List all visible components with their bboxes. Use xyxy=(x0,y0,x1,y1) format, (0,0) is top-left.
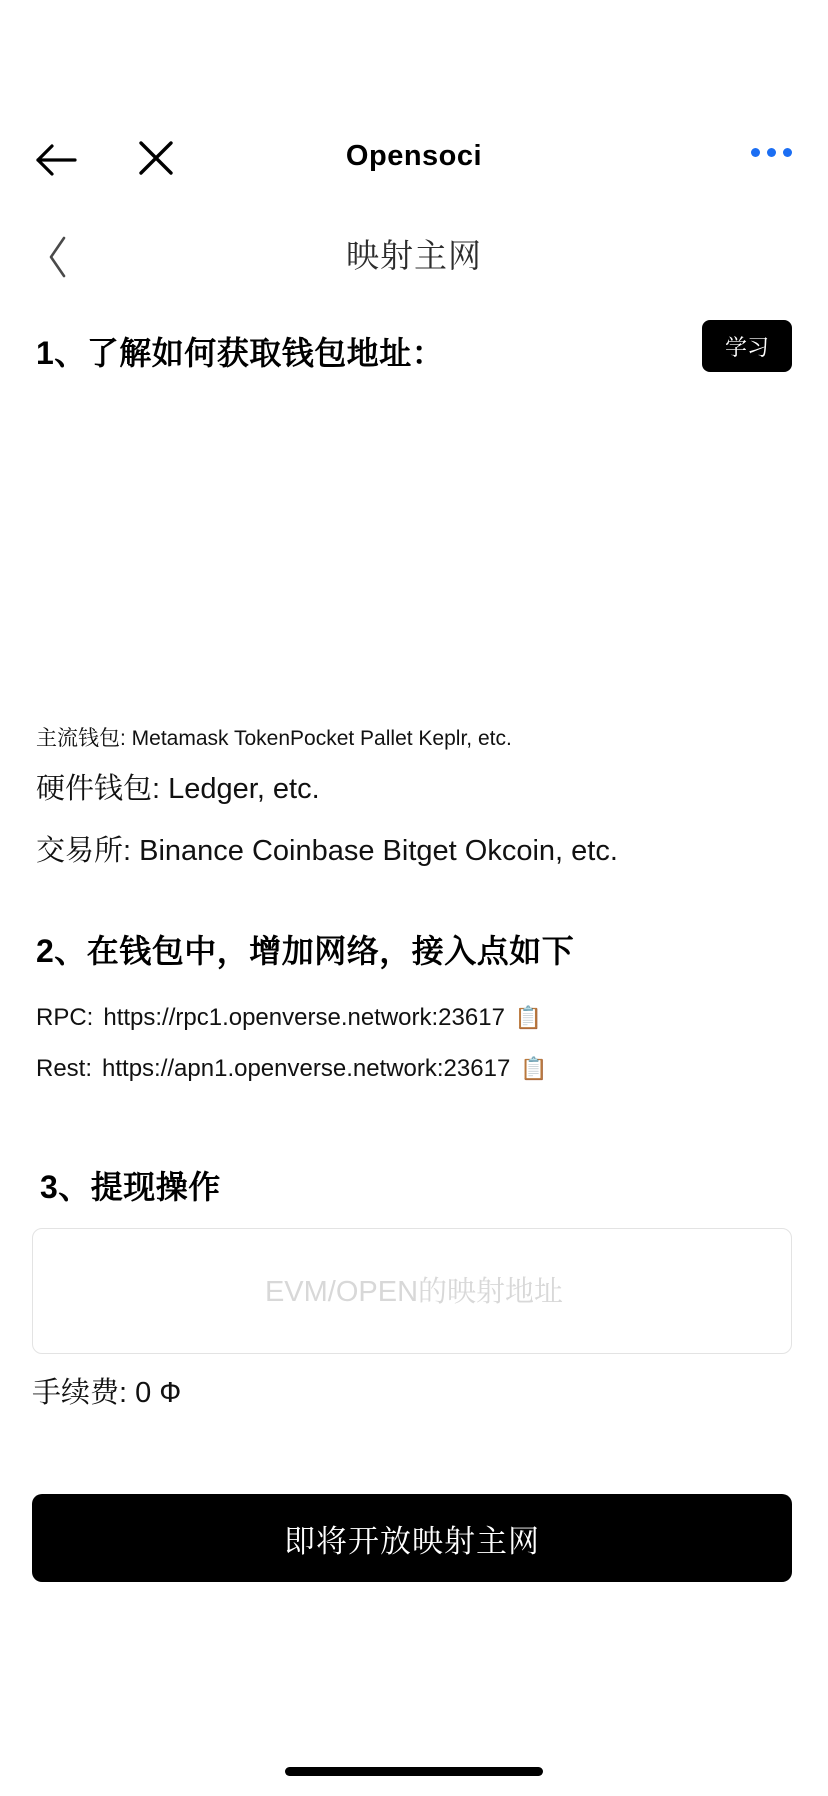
more-dot xyxy=(751,148,760,157)
page-title: 映射主网 xyxy=(346,237,482,274)
home-indicator xyxy=(285,1767,543,1776)
wallet-line-exchange: 交易所: Binance Coinbase Bitget Okcoin, etc. xyxy=(36,835,618,867)
more-dots-icon[interactable] xyxy=(751,148,792,157)
page-header xyxy=(0,212,828,304)
more-dot xyxy=(783,148,792,157)
wallet-line-hardware: 硬件钱包: Ledger, etc. xyxy=(36,773,320,805)
section-wallet-address xyxy=(0,304,828,414)
endpoint-rest xyxy=(36,1055,548,1083)
address-input-container[interactable] xyxy=(32,1228,792,1354)
endpoint-rpc-url: https://rpc1.openverse.network:23617 xyxy=(103,1004,505,1031)
webview-title: Opensoci xyxy=(345,140,483,172)
mapping-address-input[interactable] xyxy=(33,1229,795,1355)
endpoint-rest-url: https://apn1.openverse.network:23617 xyxy=(102,1055,511,1082)
main-content xyxy=(0,304,828,1559)
section3-heading: 3、提现操作 xyxy=(40,1169,221,1205)
endpoint-rpc-label: RPC: xyxy=(36,1004,94,1031)
copy-icon[interactable]: 📋 xyxy=(520,1056,548,1081)
more-dot xyxy=(767,148,776,157)
wallet-line-mainstream: 主流钱包: Metamask TokenPocket Pallet Keplr, etc. xyxy=(36,727,512,750)
copy-icon[interactable]: 📋 xyxy=(514,1005,543,1030)
section2-heading: 2、在钱包中，增加网络，接入点如下 xyxy=(36,933,575,969)
open-mainnet-button[interactable]: 即将开放映射主网 xyxy=(32,1494,792,1582)
webview-topbar xyxy=(0,0,828,212)
learn-button[interactable]: 学习 xyxy=(702,320,792,372)
section1-heading: 1、了解如何获取钱包地址： xyxy=(36,335,445,371)
fee-label: 手续费: 0 Ф xyxy=(32,1377,182,1409)
endpoint-rest-label: Rest: xyxy=(36,1055,93,1082)
endpoint-rpc xyxy=(36,1004,542,1032)
